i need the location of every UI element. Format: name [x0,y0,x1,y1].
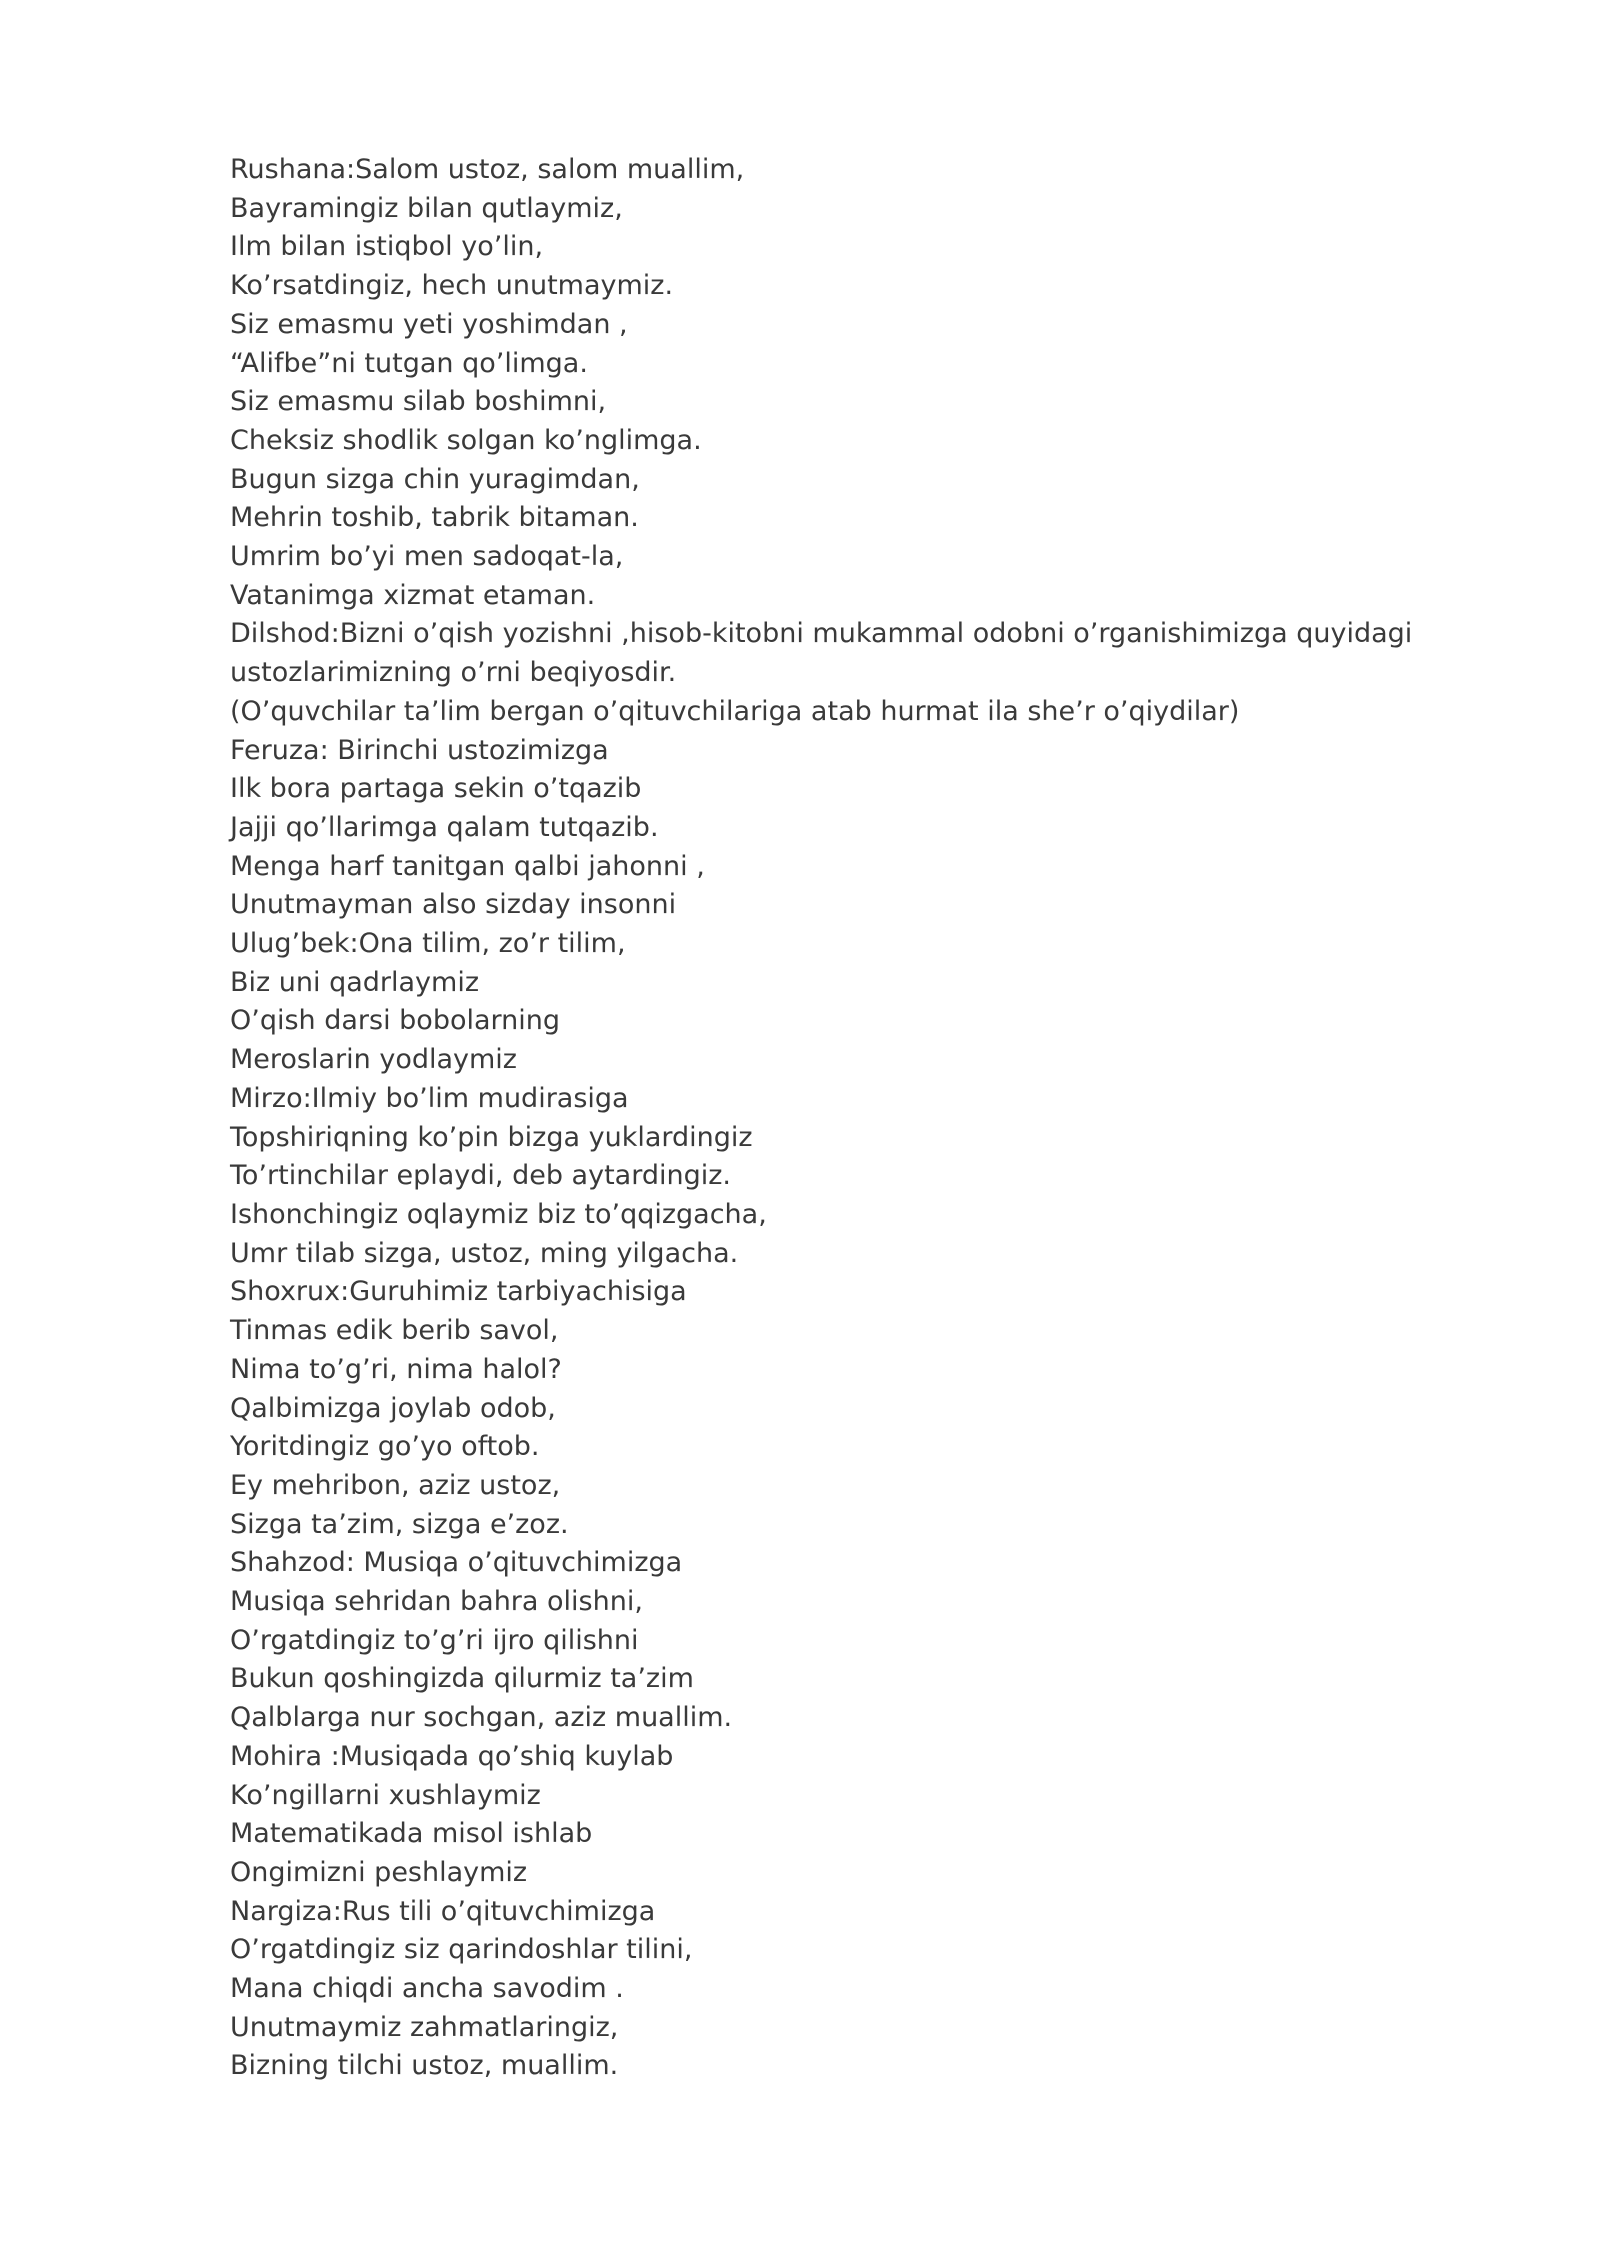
text-line: To’rtinchilar eplaydi, deb aytardingiz. [230,1160,731,1192]
text-line: O’rgatdingiz to’g’ri ijro qilishni [230,1624,639,1656]
text-line: Musiqa sehridan bahra olishni, [230,1586,643,1618]
text-line: Siz emasmu silab boshimni, [230,386,607,418]
text-line: Yoritdingiz go’yo oftob. [230,1431,540,1463]
text-line: Bizning tilchi ustoz, muallim. [230,2050,619,2082]
text-line: (O’quvchilar ta’lim bergan o’qituvchilariga atab hurmat ila she’r o’qiydilar) [230,695,1240,727]
text-line: Rushana:Salom ustoz, salom muallim, [230,154,745,185]
text-line: Ongimizni peshlaymiz [230,1856,528,1888]
text-line: Tinmas edik berib savol, [230,1315,559,1347]
text-line: Umrim bo’yi men sadoqat-la, [230,541,624,573]
text-line: Mehrin toshib, tabrik bitaman. [230,502,639,534]
text-line: Qalblarga nur sochgan, aziz muallim. [230,1702,733,1734]
text-line: Ishonchingiz oqlaymiz biz to’qqizgacha, [230,1198,767,1230]
text-line: Umr tilab sizga, ustoz, ming yilgacha. [230,1237,739,1269]
text-line: Ilm bilan istiqbol yo’lin, [230,231,544,263]
text-line: Bukun qoshingizda qilurmiz ta’zim [230,1663,694,1695]
text-line: Ko’ngillarni xushlaymiz [230,1779,541,1811]
text-line: Matematikada misol ishlab [230,1818,593,1850]
text-line: Cheksiz shodlik solgan ko’nglimga. [230,424,702,456]
text-line: O’qish darsi bobolarning [230,1005,561,1037]
text-line: Topshiriqning ko’pin bizga yuklardingiz [230,1121,753,1153]
text-line: Biz uni qadrlaymiz [230,966,480,998]
text-line: Siz emasmu yeti yoshimdan , [230,308,628,340]
text-line: Bugun sizga chin yuragimdan, [230,463,640,495]
text-line: ustozlarimizning o’rni beqiyosdir. [230,657,677,689]
text-line: Shoxrux:Guruhimiz tarbiyachisiga [230,1276,687,1308]
text-line: Unutmaymiz zahmatlaringiz, [230,2011,619,2043]
text-line: Jajji qo’llarimga qalam tutqazib. [230,811,659,843]
text-line: Sizga ta’zim, sizga e’zoz. [230,1508,569,1540]
text-line: Bayramingiz bilan qutlaymiz, [230,192,623,224]
text-line: Ilk bora partaga sekin o’tqazib [230,773,642,805]
text-line: “Alifbe”ni tutgan qo’limga. [230,347,588,379]
text-line: Unutmayman also sizday insonni [230,889,677,921]
text-line: Nima to’g’ri, nima halol? [230,1353,562,1385]
text-line: Mirzo:Ilmiy bo’lim mudirasiga [230,1082,629,1114]
text-line: Feruza: Birinchi ustozimizga [230,734,609,766]
text-line: Vatanimga xizmat etaman. [230,579,596,611]
text-line: O’rgatdingiz siz qarindoshlar tilini, [230,1934,693,1966]
text-line: Mohira :Musiqada qo’shiq kuylab [230,1740,674,1772]
poem-text-body [230,151,1430,2086]
text-line: Shahzod: Musiqa o’qituvchimizga [230,1547,683,1579]
text-line: Menga harf tanitgan qalbi jahonni , [230,850,705,882]
text-line: Qalbimizga joylab odob, [230,1392,556,1424]
text-line: Meroslarin yodlaymiz [230,1044,517,1076]
text-line: Dilshod:Bizni o’qish yozishni ,hisob-kitobni mukammal odobni o’rganishimizga quyidagi [230,618,1413,650]
text-line: Ko’rsatdingiz, hech unutmaymiz. [230,270,674,302]
text-line: Nargiza:Rus tili o’qituvchimizga [230,1895,656,1927]
text-line: Ulug’bek:Ona tilim, zo’r tilim, [230,928,626,960]
text-line: Mana chiqdi ancha savodim . [230,1973,624,2005]
text-line: Ey mehribon, aziz ustoz, [230,1469,561,1501]
